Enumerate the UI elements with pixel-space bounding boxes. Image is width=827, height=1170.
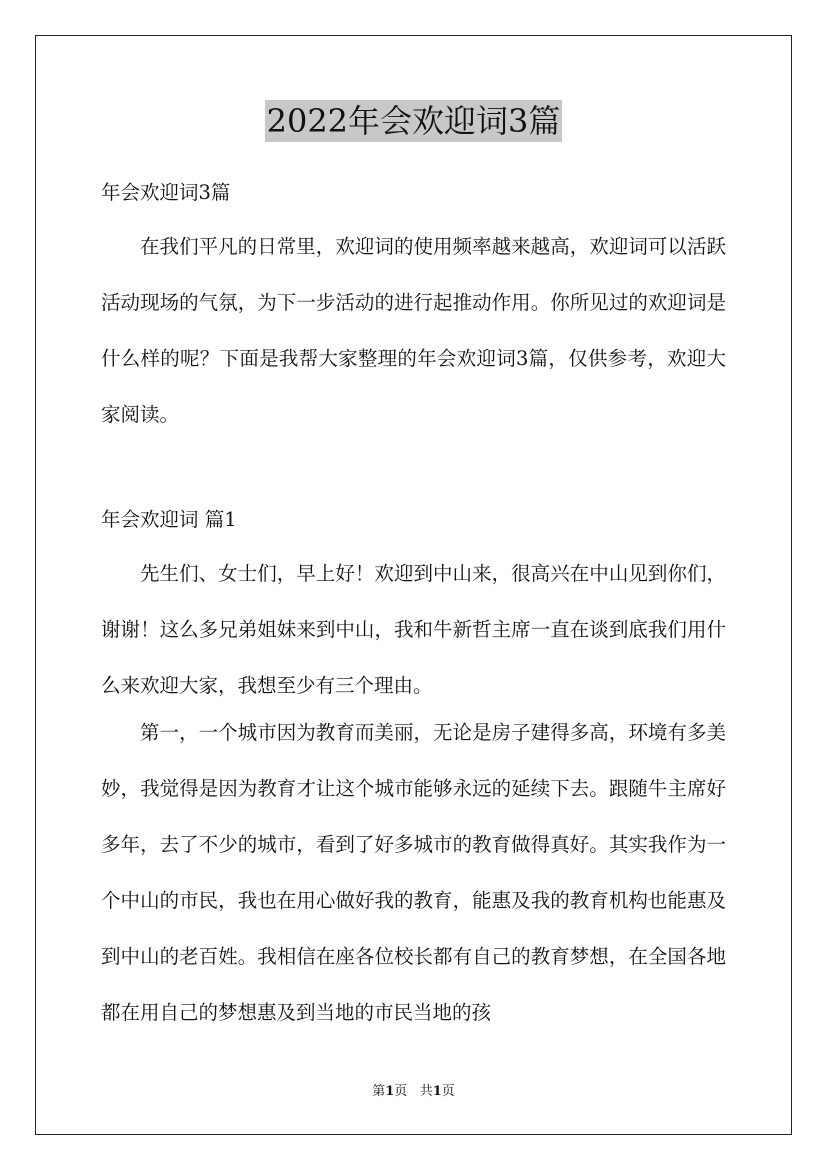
- total-prefix: 共: [419, 1084, 433, 1099]
- page-number: 1: [385, 1084, 395, 1099]
- intro-paragraph: 在我们平凡的日常里，欢迎词的使用频率越来越高，欢迎词可以活跃活动现场的气氛，为下一步活动的进行起推动作用。你所见过的欢迎词是什么样的呢？下面是我帮大家整理的年会欢迎词3篇，仅供参考，欢迎大家阅读。: [101, 235, 726, 426]
- section-paragraph-1: 先生们、女士们，早上好！欢迎到中山来，很高兴在中山见到你们，谢谢！这么多兄弟姐妹来到中山，我和牛新哲主席一直在谈到底我们用什么来欢迎大家，我想至少有三个理由。: [101, 562, 726, 697]
- section-paragraph-2: 第一，一个城市因为教育而美丽，无论是房子建得多高，环境有多美妙，我觉得是因为教育才让这个城市能够永远的延续下去。跟随牛主席好多年，去了不少的城市，看到了好多城市的教育做得真好。其实我作为一个中山的市民，我也在用心做好我的教育，能惠及我的教育机构也能惠及到中山的老百姓。我相信在座各位校长都有自己的教育梦想，在全国各地都在用自己的梦想惠及到当地的市民当地的孩: [101, 721, 726, 1024]
- section-heading: 年会欢迎词 篇1: [101, 508, 237, 531]
- title-container: [0, 100, 827, 142]
- page-suffix: 页: [394, 1084, 408, 1099]
- page-footer: [0, 1082, 827, 1102]
- page-prefix: 第: [372, 1084, 386, 1099]
- total-suffix: 页: [441, 1084, 455, 1099]
- document-title: 2022年会欢迎词3篇: [266, 102, 561, 140]
- document-subtitle: 年会欢迎词3篇: [101, 181, 231, 204]
- total-number: 1: [432, 1084, 442, 1099]
